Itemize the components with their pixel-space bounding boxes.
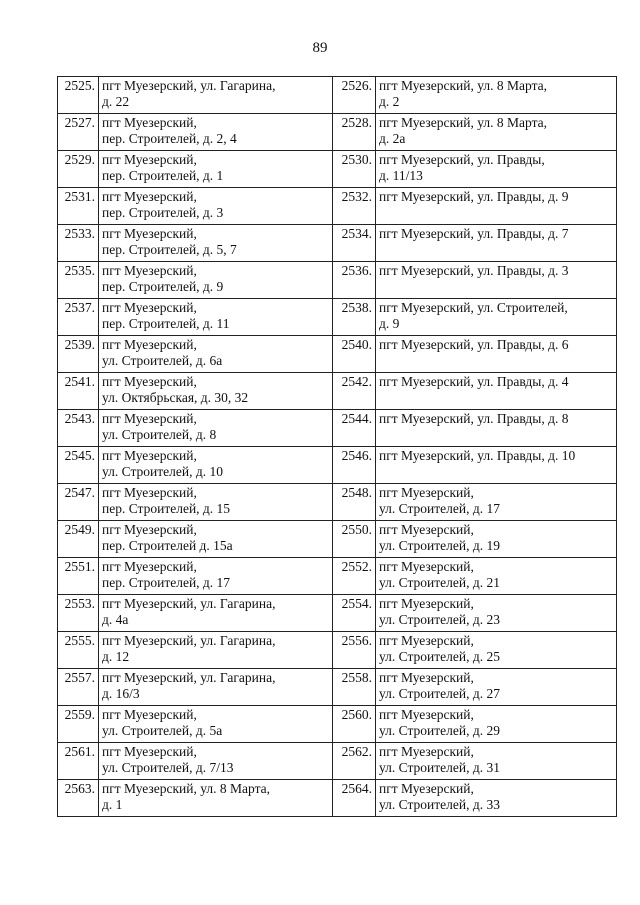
address-line: ул. Строителей, д. 21	[379, 575, 500, 590]
entry-number: 2549.	[58, 521, 99, 558]
address-line: пер. Строителей, д. 15	[102, 501, 231, 516]
entry-address	[376, 706, 617, 743]
entry-number: 2539.	[58, 336, 99, 373]
entry-address	[376, 262, 617, 299]
address-line: пгт Муезерский,	[102, 448, 197, 463]
table-row	[58, 706, 617, 743]
address-line: пгт Муезерский,	[379, 596, 474, 611]
address-line: пгт Муезерский, ул. Правды, д. 3	[379, 263, 569, 278]
address-line: пер. Строителей, д. 9	[102, 279, 224, 294]
entry-number: 2557.	[58, 669, 99, 706]
entry-number: 2543.	[58, 410, 99, 447]
entry-address	[376, 595, 617, 632]
address-table-body	[58, 77, 617, 817]
address-line: пгт Муезерский,	[102, 226, 197, 241]
entry-address	[376, 447, 617, 484]
entry-address	[376, 558, 617, 595]
address-line: д. 22	[102, 94, 130, 109]
entry-address	[99, 373, 333, 410]
address-line: пер. Строителей, д. 5, 7	[102, 242, 237, 257]
address-line: пгт Муезерский, ул. Правды, д. 10	[379, 448, 576, 463]
table-row	[58, 447, 617, 484]
table-row	[58, 743, 617, 780]
address-line: пгт Муезерский,	[102, 485, 197, 500]
entry-address	[376, 188, 617, 225]
address-line: пер. Строителей д. 15а	[102, 538, 233, 553]
entry-address	[99, 151, 333, 188]
address-line: пер. Строителей, д. 17	[102, 575, 231, 590]
address-line: пгт Муезерский,	[379, 744, 474, 759]
address-line: ул. Строителей, д. 31	[379, 760, 500, 775]
entry-number: 2525.	[58, 77, 99, 114]
entry-number: 2544.	[333, 410, 376, 447]
entry-number: 2526.	[333, 77, 376, 114]
address-line: ул. Октябрьская, д. 30, 32	[102, 390, 249, 405]
address-line: пгт Муезерский,	[102, 707, 197, 722]
address-line: пгт Муезерский,	[102, 115, 197, 130]
entry-address	[99, 669, 333, 706]
entry-address	[376, 669, 617, 706]
address-line: пгт Муезерский, ул. 8 Марта,	[102, 781, 271, 796]
address-line: пгт Муезерский,	[379, 781, 474, 796]
entry-number: 2540.	[333, 336, 376, 373]
address-line: пгт Муезерский,	[379, 522, 474, 537]
table-row	[58, 188, 617, 225]
address-line: пгт Муезерский,	[102, 263, 197, 278]
table-row	[58, 225, 617, 262]
address-line: ул. Строителей, д. 17	[379, 501, 500, 516]
entry-address	[376, 336, 617, 373]
entry-number: 2546.	[333, 447, 376, 484]
entry-number: 2564.	[333, 780, 376, 817]
entry-address	[99, 299, 333, 336]
address-line: ул. Строителей, д. 19	[379, 538, 500, 553]
address-line: пгт Муезерский, ул. Правды, д. 7	[379, 226, 569, 241]
entry-address	[376, 484, 617, 521]
entry-number: 2530.	[333, 151, 376, 188]
address-line: д. 4а	[102, 612, 129, 627]
entry-number: 2555.	[58, 632, 99, 669]
address-line: пгт Муезерский,	[102, 744, 197, 759]
table-row	[58, 373, 617, 410]
entry-address	[99, 262, 333, 299]
address-line: пгт Муезерский,	[102, 411, 197, 426]
entry-number: 2535.	[58, 262, 99, 299]
entry-address	[376, 299, 617, 336]
entry-address	[376, 410, 617, 447]
entry-number: 2547.	[58, 484, 99, 521]
entry-address	[376, 151, 617, 188]
address-line: пгт Муезерский, ул. Правды,	[379, 152, 545, 167]
entry-number: 2553.	[58, 595, 99, 632]
entry-address	[99, 521, 333, 558]
address-line: пгт Муезерский,	[102, 337, 197, 352]
table-row	[58, 780, 617, 817]
entry-address	[99, 225, 333, 262]
entry-number: 2529.	[58, 151, 99, 188]
table-row	[58, 151, 617, 188]
address-line: пгт Муезерский,	[379, 633, 474, 648]
entry-number: 2537.	[58, 299, 99, 336]
address-line: пгт Муезерский,	[102, 189, 197, 204]
entry-number: 2542.	[333, 373, 376, 410]
address-line: ул. Строителей, д. 23	[379, 612, 500, 627]
entry-number: 2548.	[333, 484, 376, 521]
address-line: пер. Строителей, д. 3	[102, 205, 224, 220]
entry-address	[99, 188, 333, 225]
entry-address	[376, 225, 617, 262]
entry-number: 2556.	[333, 632, 376, 669]
address-line: ул. Строителей, д. 6а	[102, 353, 223, 368]
entry-address	[99, 743, 333, 780]
entry-address	[99, 410, 333, 447]
table-row	[58, 558, 617, 595]
address-line: пгт Муезерский, ул. Правды, д. 9	[379, 189, 569, 204]
entry-number: 2534.	[333, 225, 376, 262]
entry-address	[99, 595, 333, 632]
entry-number: 2550.	[333, 521, 376, 558]
entry-number: 2541.	[58, 373, 99, 410]
entry-number: 2528.	[333, 114, 376, 151]
address-line: пгт Муезерский,	[102, 300, 197, 315]
entry-address	[99, 558, 333, 595]
address-line: д. 9	[379, 316, 400, 331]
table-row	[58, 410, 617, 447]
entry-address	[99, 706, 333, 743]
entry-number: 2527.	[58, 114, 99, 151]
table-row	[58, 669, 617, 706]
address-line: ул. Строителей, д. 33	[379, 797, 500, 812]
table-row	[58, 484, 617, 521]
address-line: пгт Муезерский, ул. Гагарина,	[102, 596, 276, 611]
table-row	[58, 521, 617, 558]
entry-number: 2551.	[58, 558, 99, 595]
table-row	[58, 632, 617, 669]
address-table	[57, 76, 617, 817]
address-line: пгт Муезерский,	[102, 152, 197, 167]
address-line: пер. Строителей, д. 1	[102, 168, 224, 183]
entry-address	[376, 743, 617, 780]
entry-address	[376, 77, 617, 114]
address-line: ул. Строителей, д. 8	[102, 427, 217, 442]
address-line: пгт Муезерский, ул. Гагарина,	[102, 633, 276, 648]
entry-address	[99, 336, 333, 373]
entry-address	[99, 632, 333, 669]
address-line: ул. Строителей, д. 29	[379, 723, 500, 738]
address-line: ул. Строителей, д. 10	[102, 464, 223, 479]
table-row	[58, 336, 617, 373]
entry-number: 2552.	[333, 558, 376, 595]
entry-number: 2531.	[58, 188, 99, 225]
entry-address	[99, 780, 333, 817]
address-line: пгт Муезерский, ул. Строителей,	[379, 300, 568, 315]
page-number: 89	[312, 40, 328, 56]
entry-number: 2532.	[333, 188, 376, 225]
address-line: д. 12	[102, 649, 130, 664]
entry-number: 2562.	[333, 743, 376, 780]
address-line: ул. Строителей, д. 5а	[102, 723, 223, 738]
address-line: д. 11/13	[379, 168, 423, 183]
entry-number: 2558.	[333, 669, 376, 706]
entry-address	[376, 521, 617, 558]
address-line: пгт Муезерский,	[379, 670, 474, 685]
address-line: пгт Муезерский, ул. Правды, д. 6	[379, 337, 569, 352]
table-row	[58, 114, 617, 151]
address-line: д. 2а	[379, 131, 406, 146]
entry-number: 2545.	[58, 447, 99, 484]
address-line: д. 1	[102, 797, 123, 812]
address-line: пгт Муезерский, ул. Правды, д. 4	[379, 374, 569, 389]
address-line: пгт Муезерский, ул. Гагарина,	[102, 78, 276, 93]
entry-address	[376, 780, 617, 817]
address-line: д. 16/3	[102, 686, 140, 701]
address-line: пер. Строителей, д. 11	[102, 316, 230, 331]
table-row	[58, 262, 617, 299]
address-line: д. 2	[379, 94, 400, 109]
address-line: пгт Муезерский,	[379, 559, 474, 574]
address-line: ул. Строителей, д. 27	[379, 686, 500, 701]
entry-number: 2560.	[333, 706, 376, 743]
entry-address	[99, 484, 333, 521]
table-row	[58, 595, 617, 632]
address-line: пгт Муезерский,	[102, 522, 197, 537]
table-row	[58, 77, 617, 114]
entry-address	[99, 447, 333, 484]
address-line: пгт Муезерский,	[379, 485, 474, 500]
address-line: пгт Муезерский, ул. Гагарина,	[102, 670, 276, 685]
address-line: пгт Муезерский,	[379, 707, 474, 722]
entry-number: 2561.	[58, 743, 99, 780]
entry-number: 2554.	[333, 595, 376, 632]
address-line: пгт Муезерский, ул. 8 Марта,	[379, 115, 548, 130]
entry-address	[99, 114, 333, 151]
address-line: пгт Муезерский,	[102, 374, 197, 389]
entry-number: 2533.	[58, 225, 99, 262]
entry-number: 2559.	[58, 706, 99, 743]
address-line: ул. Строителей, д. 7/13	[102, 760, 234, 775]
address-line: пгт Муезерский, ул. Правды, д. 8	[379, 411, 569, 426]
entry-number: 2563.	[58, 780, 99, 817]
address-line: пер. Строителей, д. 2, 4	[102, 131, 237, 146]
entry-number: 2538.	[333, 299, 376, 336]
entry-number: 2536.	[333, 262, 376, 299]
address-line: пгт Муезерский, ул. 8 Марта,	[379, 78, 548, 93]
address-line: ул. Строителей, д. 25	[379, 649, 500, 664]
entry-address	[376, 114, 617, 151]
entry-address	[99, 77, 333, 114]
table-row	[58, 299, 617, 336]
entry-address	[376, 373, 617, 410]
entry-address	[376, 632, 617, 669]
address-line: пгт Муезерский,	[102, 559, 197, 574]
